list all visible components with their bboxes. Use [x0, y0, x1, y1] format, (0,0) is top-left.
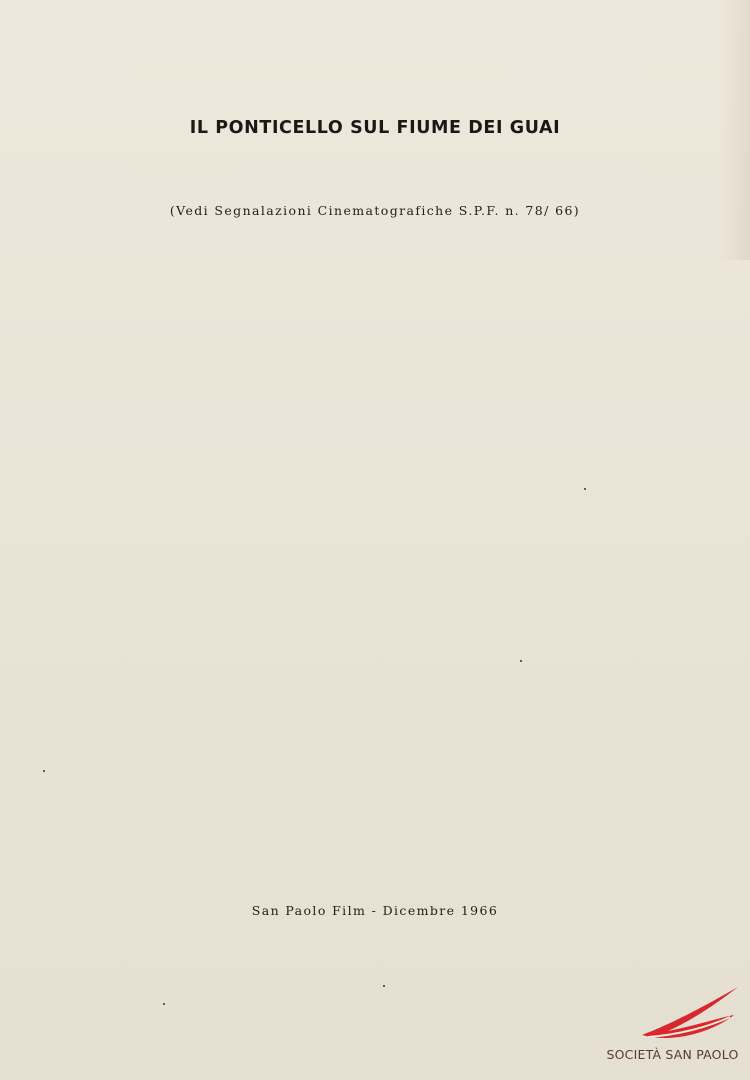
document-reference: (Vedi Segnalazioni Cinematografiche S.P.F. n. 78/ 66) [169, 203, 581, 218]
document-title: IL PONTICELLO SUL FIUME DEI GUAI [189, 118, 561, 138]
paper-speck [43, 770, 45, 772]
logo-text: SOCIETÀ SAN PAOLO [606, 1047, 739, 1062]
paper-speck [584, 488, 586, 490]
paper-speck [520, 660, 522, 662]
paper-speck [383, 985, 385, 987]
societa-san-paolo-logo [600, 985, 745, 1075]
document-footer: San Paolo Film - Dicembre 1966 [251, 903, 499, 918]
paper-speck [163, 1003, 165, 1005]
san-paolo-swoosh-icon [638, 985, 742, 1047]
